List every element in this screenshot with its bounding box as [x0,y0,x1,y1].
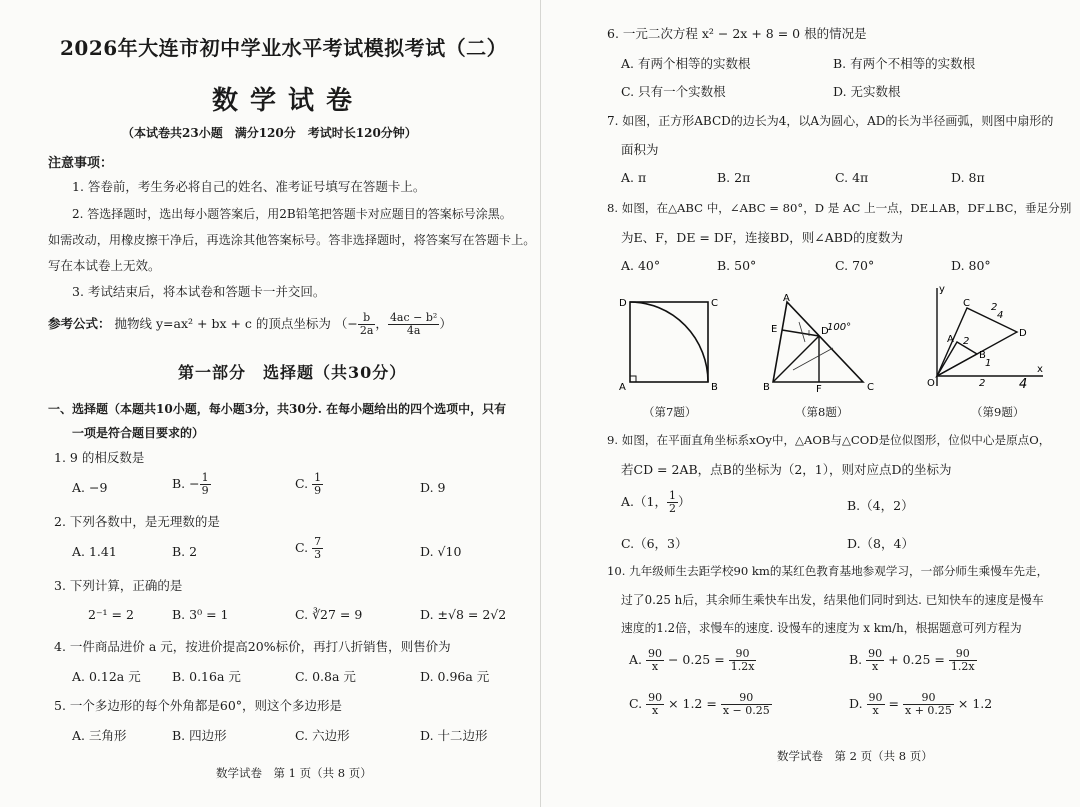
label-a: A [783,293,790,304]
figure-caption-q8: （第8题） [795,405,849,419]
q5-option-b: B. 四边形 [172,728,227,743]
q7-stem-cont: 面积为 [621,142,659,157]
q10-stem: 10. 九年级师生去距学校90 km的某红色教育基地参观学习，一部分师生乘慢车先走， [607,564,1049,578]
label-x: x [1037,364,1043,375]
notice-title: 注意事项： [48,156,114,171]
handwritten-2b: 2 [963,336,970,347]
part1-heading: 第一部分 选择题（共30分） [178,363,407,382]
handwritten-2: 2 [991,302,998,313]
q5-option-a: A. 三角形 [72,728,127,743]
notice-item-1: 1. 答卷前，考生务必将自己的姓名、准考证号填写在答题卡上。 [72,179,426,194]
q7-option-c: C. 4π [835,170,869,185]
q10-stem-end: 速度的1.2倍，求慢车的速度. 设慢车的速度为 x km/h，根据题意可列方程为 [621,621,1022,635]
exam-info: （本试卷共23小题 满分120分 考试时长120分钟） [122,126,417,140]
q8-option-c: C. 70° [835,258,875,273]
q4-option-c: C. 0.8a 元 [295,669,356,684]
q4-option-a: A. 0.12a 元 [72,669,141,684]
handwritten-1: 1 [985,358,992,369]
q10-option-d: D. $\frac{90}{x}$ = $\frac{90}{x + 0.25}$ × 1.2 [849,691,993,718]
part1-instruction-cont: 一项是符合题目要求的） [72,426,205,440]
q5-stem: 5. 一个多边形的每个外角都是60°，则这个多边形是 [54,698,343,713]
q7-option-b: B. 2π [717,170,751,185]
q10-option-c: C. $\frac{90}{x}$ × 1.2 = $\frac{90}{x - 0.25}$ [629,691,770,718]
q10-option-a: A. $\frac{90}{x}$ − 0.25 = $\frac{90}{1.2x}$ [629,647,755,674]
q2-option-a: A. 1.41 [72,544,117,559]
q6-option-b: B. 有两个不相等的实数根 [833,56,976,71]
figure-q8 [763,292,885,396]
page-2 [540,0,1080,807]
label-f: F [816,384,822,395]
q9-option-c: C.（6，3） [621,536,688,551]
label-d: D [619,298,627,309]
q7-option-a: A. π [621,170,647,185]
reference-formula: 参考公式： 抛物线 y=ax² + bx + c 的顶点坐标为 （− $\frac{b}{2a}$ ， $\frac{\text{4ac − b²}}{4a}$ ） [48,311,452,338]
label-b: B [711,382,718,393]
label-a: A [947,334,954,345]
handwritten-4b: 4 [1019,377,1028,392]
subject-title: 数学试卷 [212,86,365,116]
q5-option-d: D. 十二边形 [420,728,488,743]
label-o: O [927,378,935,389]
notice-item-2-end: 写在本试卷上无效。 [48,258,161,273]
q2-stem: 2. 下列各数中，是无理数的是 [54,514,220,529]
q3-option-b: B. 3⁰ = 1 [172,607,229,622]
part1-instruction: 一、选择题（本题共10小题，每小题3分，共30分. 在每小题给出的四个选项中，只有 [48,402,507,416]
q2-option-d: D. √10 [420,544,462,559]
handwritten-4: 4 [997,310,1004,321]
label-a: A [619,382,626,393]
q5-option-c: C. 六边形 [295,728,350,743]
q1-option-a: A. −9 [72,480,108,495]
formula-text: 抛物线 y=ax² + bx + c 的顶点坐标为 [114,316,331,332]
q3-option-a: 2⁻¹ = 2 [88,607,134,622]
handwritten-angle: 100° [827,322,852,333]
q1-stem: 1. 9 的相反数是 [54,450,145,465]
page-footer-1: 数学试卷 第 1 页（共 8 页） [216,766,372,780]
vertex-x-fraction: $\frac{b}{2a}$ [359,311,374,338]
q7-stem: 7. 如图，正方形ABCD的边长为4，以A为圆心，AD的长为半径画弧，则图中扇形的 [607,114,1054,128]
label-d: D [821,326,829,337]
triangle-aob [937,342,977,376]
q9-stem-cont: 若CD = 2AB，点B的坐标为（2，1），则对应点D的坐标为 [621,462,952,477]
label-c: C [963,298,970,309]
handwritten-2c: 2 [979,378,986,389]
q6-option-c: C. 只有一个实数根 [621,84,726,99]
q3-option-c: C. ∛27 = 9 [295,607,363,622]
q4-option-d: D. 0.96a 元 [420,669,490,684]
label-b: B [763,382,770,393]
q10-stem-cont: 过了0.25 h后，其余师生乘快车出发，结果他们同时到达. 已知快车的速度是慢车 [621,593,1044,607]
notice-item-3: 3. 考试结束后，将本试卷和答题卡一并交回。 [72,284,326,299]
q8-stem-cont: 为E、F，DE = DF，连接BD，则∠ABD的度数为 [621,230,903,245]
figure-caption-q7: （第7题） [643,405,697,419]
notice-item-2-cont: 如需改动，用橡皮擦干净后，再选涂其他答案标号。答非选择题时，将答案写在答题卡上。 [48,233,536,247]
q3-option-d: D. ±√8 = 2√2 [420,607,507,622]
q8-option-d: D. 80° [951,258,991,273]
figure-q9 [923,282,1047,396]
q7-option-d: D. 8π [951,170,985,185]
label-e: E [771,324,778,335]
q10-option-b: B. $\frac{90}{x}$ + 0.25 = $\frac{90}{1.2x}$ [849,647,975,674]
q4-stem: 4. 一件商品进价 a 元，按进价提高20%标价，再打八折销售，则售价为 [54,639,451,654]
triangle-abc [773,302,863,382]
label-c: C [711,298,718,309]
q9-option-a: A.（1， $\frac{1}{2}$ ） [621,489,691,516]
vertex-y-fraction: $\frac{\text{4ac − b²}}{4a}$ [389,311,438,338]
q1-option-b: B. − $\frac{1}{9}$ [172,471,209,498]
label-d: D [1019,328,1027,339]
q4-option-b: B. 0.16a 元 [172,669,241,684]
notice-item-2: 2. 答选择题时，选出每小题答案后，用2B铅笔把答题卡对应题目的答案标号涂黑。 [72,207,512,221]
formula-label: 参考公式： [48,316,111,332]
q6-stem: 6. 一元二次方程 x² − 2x + 8 = 0 根的情况是 [607,26,867,41]
q9-option-b: B.（4，2） [847,498,914,513]
q1-option-c: C. $\frac{1}{9}$ [295,471,322,498]
label-c: C [867,382,874,393]
figure-q7 [615,292,725,396]
figure-caption-q9: （第9题） [971,405,1025,419]
right-angle-mark [630,376,636,382]
q9-stem: 9. 如图，在平面直角坐标系xOy中，△AOB与△COD是位似图形，位似中心是原点O， [607,433,1051,447]
q6-option-a: A. 有两个相等的实数根 [621,56,751,71]
q2-option-c: C. $\frac{7}{3}$ [295,535,322,562]
square-abcd [630,302,708,382]
q9-option-d: D.（8，4） [847,536,914,551]
label-y: y [939,284,945,295]
q2-option-b: B. 2 [172,544,198,559]
q8-stem: 8. 如图，在△ABC 中，∠ABC = 80°，D 是 AC 上一点，DE⊥AB，DF⊥BC，垂足分别 [607,201,1072,215]
label-b: B [979,350,986,361]
q6-option-d: D. 无实数根 [833,84,901,99]
q8-option-b: B. 50° [717,258,757,273]
q3-stem: 3. 下列计算，正确的是 [54,578,183,593]
q8-option-a: A. 40° [621,258,661,273]
q1-option-d: D. 9 [420,480,446,495]
page-footer-2: 数学试卷 第 2 页（共 8 页） [777,749,933,763]
arc-dc [630,302,708,382]
exam-title: 2026年大连市初中学业水平考试模拟考试（二） [60,36,508,60]
